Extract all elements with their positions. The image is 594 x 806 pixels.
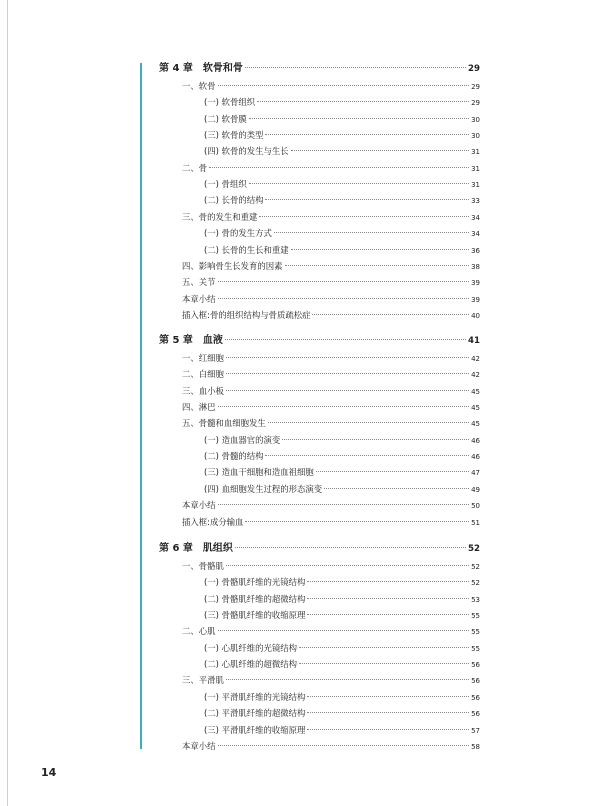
dot-leader	[299, 663, 469, 664]
dot-leader	[274, 232, 469, 233]
dot-leader	[218, 406, 470, 407]
toc-entry-title: (三) 造血干细胞和造血祖细胞	[204, 467, 314, 477]
dot-leader	[307, 581, 469, 582]
toc-entry-title: 一、软骨	[182, 81, 216, 91]
toc-entry-title: 第 4 章 软骨和骨	[159, 63, 243, 74]
toc-entry-page: 47	[471, 469, 480, 477]
dot-leader	[235, 547, 466, 548]
toc-entry-page: 45	[471, 420, 480, 428]
toc-entry-page: 30	[471, 116, 480, 124]
toc-entry-title: (四) 血细胞发生过程的形态演变	[204, 484, 323, 494]
toc-entry-title: (二) 骨髓的结构	[204, 451, 264, 461]
toc-subsection[interactable]	[204, 434, 480, 447]
dot-leader	[226, 679, 469, 680]
dot-leader	[316, 471, 469, 472]
toc-subsection[interactable]	[204, 593, 480, 606]
dot-leader	[291, 150, 470, 151]
toc-entry-title: 一、红细胞	[182, 353, 224, 363]
toc-subsection[interactable]	[204, 113, 480, 126]
toc-section[interactable]	[182, 162, 480, 175]
toc-entry-title: (二) 长骨的结构	[204, 195, 264, 205]
toc-entry-page: 53	[471, 596, 480, 604]
toc-entry-page: 39	[471, 279, 480, 287]
toc-chapter-extra[interactable]	[182, 740, 480, 753]
toc-entry-page: 36	[471, 247, 480, 255]
dot-leader	[218, 745, 470, 746]
toc-entry-title: (二) 长骨的生长和重建	[204, 245, 289, 255]
toc-subsection[interactable]	[204, 707, 480, 720]
toc-subsection[interactable]	[204, 466, 480, 479]
dot-leader	[307, 729, 469, 730]
toc-entry-page: 58	[471, 743, 480, 751]
toc-entry-page: 29	[471, 99, 480, 107]
toc-entry-page: 49	[471, 486, 480, 494]
toc-entry-page: 51	[471, 519, 480, 527]
dot-leader	[268, 422, 469, 423]
toc-section[interactable]	[182, 560, 480, 573]
toc-chapter-extra[interactable]	[182, 293, 480, 306]
toc-entry-page: 42	[471, 355, 480, 363]
toc-entry-page: 46	[471, 453, 480, 461]
toc-subsection[interactable]	[204, 576, 480, 589]
toc-entry-title: (四) 软骨的发生与生长	[204, 146, 289, 156]
toc-subsection[interactable]	[204, 483, 480, 496]
toc-entry-page: 45	[471, 404, 480, 412]
toc-entry-page: 52	[471, 563, 480, 571]
toc-subsection[interactable]	[204, 691, 480, 704]
toc-entry-title: (一) 心肌纤维的光镜结构	[204, 643, 297, 653]
toc-entry-page: 31	[471, 181, 480, 189]
toc-entry-page: 56	[471, 661, 480, 669]
toc-subsection[interactable]	[204, 609, 480, 622]
toc-entry-title: 本章小结	[182, 294, 216, 304]
toc-entry-page: 55	[471, 628, 480, 636]
toc-entry-page: 50	[471, 502, 480, 510]
toc-entry-page: 56	[471, 694, 480, 702]
toc-entry-page: 31	[471, 165, 480, 173]
toc-entry-title: 第 6 章 肌组织	[159, 543, 233, 554]
dot-leader	[245, 67, 466, 68]
toc-subsection[interactable]	[204, 658, 480, 671]
toc-section[interactable]	[182, 674, 480, 687]
dot-leader	[249, 183, 469, 184]
toc-section[interactable]	[182, 276, 480, 289]
toc-entry-title: 本章小结	[182, 500, 216, 510]
dot-leader	[226, 373, 469, 374]
dot-leader	[245, 521, 469, 522]
dot-leader	[265, 134, 469, 135]
toc-subsection[interactable]	[204, 129, 480, 142]
toc-entry-page: 30	[471, 132, 480, 140]
dot-leader	[291, 249, 470, 250]
toc-entry-title: (三) 骨骼肌纤维的收缩原理	[204, 610, 306, 620]
dot-leader	[226, 390, 469, 391]
dot-leader	[312, 314, 469, 315]
toc-entry-page: 57	[471, 727, 480, 735]
toc-entry-page: 38	[471, 263, 480, 271]
dot-leader	[218, 281, 470, 282]
dot-leader	[285, 265, 470, 266]
dot-leader	[307, 712, 469, 713]
page-edge-rule	[7, 0, 8, 806]
toc-entry-title: 插入框:骨的组织结构与骨质疏松症	[182, 310, 311, 320]
chapter-heading[interactable]	[159, 335, 480, 347]
toc-entry-title: (二) 心肌纤维的超微结构	[204, 659, 297, 669]
toc-entry-page: 45	[471, 388, 480, 396]
toc-entry-page: 39	[471, 296, 480, 304]
toc-entry-title: 三、血小板	[182, 386, 224, 396]
dot-leader	[218, 630, 470, 631]
toc-entry-page: 52	[468, 544, 480, 554]
dot-leader	[257, 101, 469, 102]
toc-entry-page: 56	[471, 710, 480, 718]
toc-section[interactable]	[182, 211, 480, 224]
toc-subsection[interactable]	[204, 227, 480, 240]
toc-entry-page: 46	[471, 437, 480, 445]
toc-section[interactable]	[182, 352, 480, 365]
chapter-heading[interactable]	[159, 543, 480, 555]
toc-entry-title: 二、白细胞	[182, 369, 224, 379]
toc-entry-title: (一) 软骨组织	[204, 97, 256, 107]
toc-entry-page: 31	[471, 148, 480, 156]
dot-leader	[209, 167, 469, 168]
toc-subsection[interactable]	[204, 450, 480, 463]
toc-section[interactable]	[182, 385, 480, 398]
toc-entry-page: 56	[471, 677, 480, 685]
toc-entry-page: 29	[471, 83, 480, 91]
dot-leader	[218, 298, 470, 299]
toc-entry-title: (一) 骨组织	[204, 179, 247, 189]
dot-leader	[225, 339, 466, 340]
toc-entry-title: 第 5 章 血液	[159, 335, 223, 346]
dot-leader	[324, 488, 469, 489]
toc-entry-title: 三、平滑肌	[182, 675, 224, 685]
toc-entry-title: (二) 平滑肌纤维的超微结构	[204, 708, 306, 718]
toc-entry-title: (三) 平滑肌纤维的收缩原理	[204, 725, 306, 735]
toc-entry-page: 42	[471, 371, 480, 379]
toc-entry-title: 三、骨的发生和重建	[182, 212, 258, 222]
toc-entry-title: (一) 造血器官的演变	[204, 435, 281, 445]
toc-entry-title: 四、影响骨生长发育的因素	[182, 261, 283, 271]
toc-entry-page: 55	[471, 645, 480, 653]
toc-entry-title: (三) 软骨的类型	[204, 130, 264, 140]
toc-subsection[interactable]	[204, 642, 480, 655]
toc-subsection[interactable]	[204, 244, 480, 257]
page-number: 14	[41, 766, 57, 779]
toc-subsection[interactable]	[204, 178, 480, 191]
toc-subsection[interactable]	[204, 96, 480, 109]
toc-entry-page: 34	[471, 230, 480, 238]
dot-leader	[265, 199, 469, 200]
toc-entry-title: 插入框:成分输血	[182, 517, 244, 527]
toc-entry-page: 29	[468, 64, 480, 74]
toc-entry-title: 五、关节	[182, 277, 216, 287]
toc-entry-title: (一) 平滑肌纤维的光镜结构	[204, 692, 306, 702]
toc-section[interactable]	[182, 625, 480, 638]
toc-subsection[interactable]	[204, 145, 480, 158]
toc-entry-title: 本章小结	[182, 741, 216, 751]
dot-leader	[218, 85, 470, 86]
dot-leader	[265, 455, 469, 456]
dot-leader	[249, 118, 469, 119]
dot-leader	[282, 439, 469, 440]
toc-entry-title: (二) 软骨膜	[204, 114, 247, 124]
dot-leader	[299, 647, 469, 648]
toc-entry-title: 五、骨髓和血细胞发生	[182, 418, 266, 428]
dot-leader	[259, 216, 469, 217]
toc-entry-title: (一) 骨的发生方式	[204, 228, 272, 238]
toc-entry-page: 34	[471, 214, 480, 222]
toc-chapter-extra[interactable]	[182, 309, 480, 322]
toc-entry-title: 四、淋巴	[182, 402, 216, 412]
toc-entry-title: 二、心肌	[182, 626, 216, 636]
toc-entry-page: 41	[468, 336, 480, 346]
toc-subsection[interactable]	[204, 194, 480, 207]
toc-section[interactable]	[182, 417, 480, 430]
toc-entry-title: (二) 骨骼肌纤维的超微结构	[204, 594, 306, 604]
toc-entry-page: 52	[471, 579, 480, 587]
toc-chapter-extra[interactable]	[182, 516, 480, 529]
toc-entry-page: 55	[471, 612, 480, 620]
toc-section[interactable]	[182, 80, 480, 93]
toc-accent-rule	[140, 63, 142, 749]
toc-entry-title: 二、骨	[182, 163, 208, 173]
toc-entry-page: 33	[471, 197, 480, 205]
dot-leader	[307, 696, 469, 697]
dot-leader	[307, 614, 469, 615]
toc-section[interactable]	[182, 401, 480, 414]
dot-leader	[307, 598, 469, 599]
dot-leader	[226, 357, 469, 358]
toc-entry-title: (一) 骨骼肌纤维的光镜结构	[204, 577, 306, 587]
dot-leader	[218, 504, 470, 505]
toc-section[interactable]	[182, 368, 480, 381]
toc-entry-page: 40	[471, 312, 480, 320]
toc-chapter-extra[interactable]	[182, 499, 480, 512]
toc-section[interactable]	[182, 260, 480, 273]
chapter-heading[interactable]	[159, 63, 480, 75]
dot-leader	[226, 565, 469, 566]
toc-entry-title: 一、骨骼肌	[182, 561, 224, 571]
toc-subsection[interactable]	[204, 724, 480, 737]
